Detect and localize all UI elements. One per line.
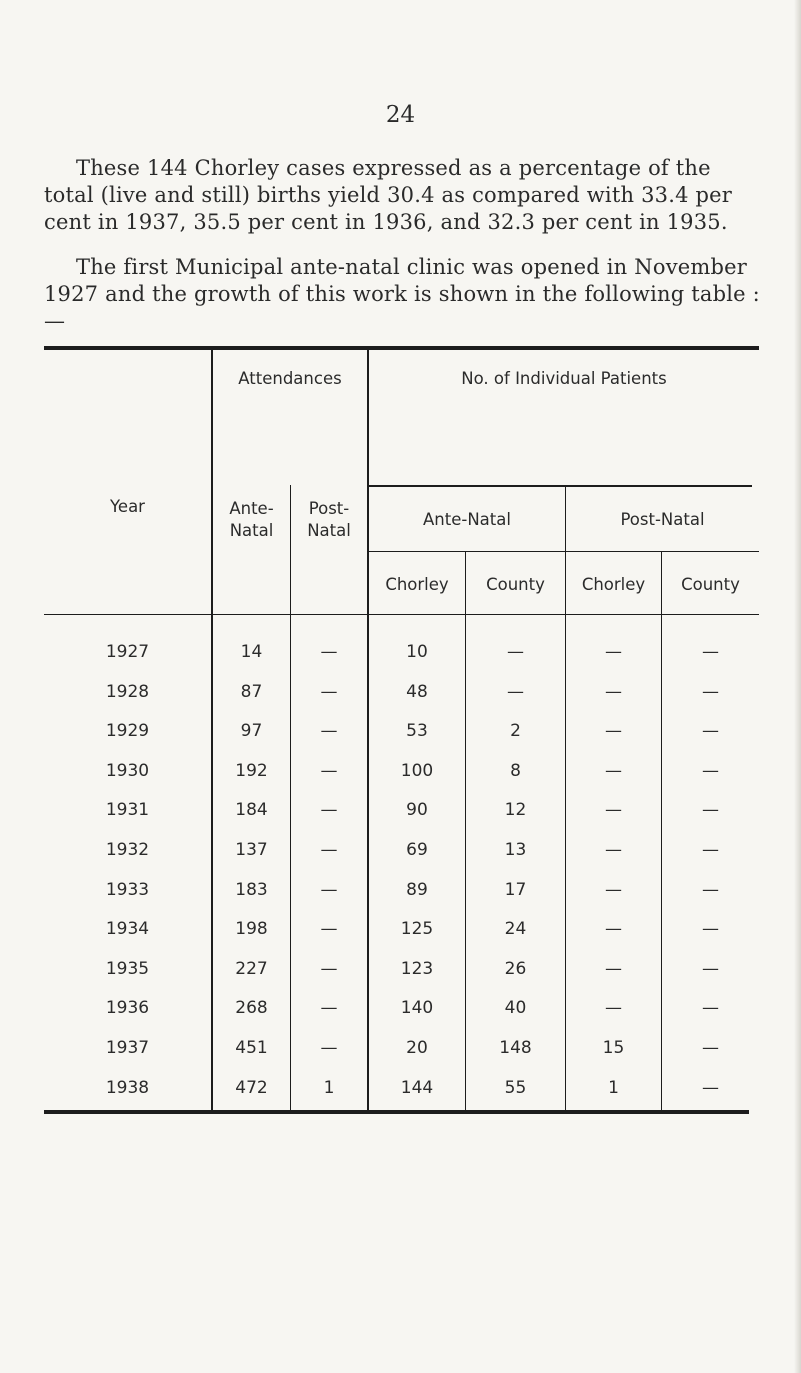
table-cell: — xyxy=(702,879,719,900)
table-cell: 14 xyxy=(240,642,263,662)
table-cell: — xyxy=(605,681,622,702)
header-sub-rule xyxy=(367,551,759,552)
table-cell: 53 xyxy=(406,721,428,742)
table-cell: 26 xyxy=(504,958,527,979)
header-ante-chorley: Chorley xyxy=(385,575,449,594)
table-cell: 1 xyxy=(323,1077,335,1098)
table-cell: — xyxy=(702,998,719,1019)
table-cell: — xyxy=(605,760,622,781)
header-post-chorley: Chorley xyxy=(581,575,646,594)
table-cell: 40 xyxy=(504,998,527,1019)
page-edge-shadow xyxy=(794,0,801,1373)
table-cell: — xyxy=(507,642,524,662)
paragraph-percentage: These 144 Chorley cases expressed as a percentage of the total (live and still) births yield 30.4 as compared with 33.4 per cent in 1937, 35.5 per cent in 1936, and 32.3 per cent in 1935. xyxy=(44,156,733,234)
header-ante-natal-attendances-label: Ante-Natal xyxy=(229,499,274,540)
table-cell: 15 xyxy=(602,1038,625,1058)
table-cell: — xyxy=(605,840,622,860)
row-year: 1935 xyxy=(105,958,150,979)
col-rule-post-county xyxy=(661,551,662,1111)
table-top-rule xyxy=(44,346,759,350)
table-cell: — xyxy=(320,642,338,662)
table-cell: 90 xyxy=(406,800,428,821)
table-cell: 2 xyxy=(510,721,521,742)
paragraph-clinic: The first Municipal ante-natal clinic was opened in November 1927 and the growth of this work is shown in the following table : — xyxy=(44,255,760,333)
row-year: 1927 xyxy=(105,642,150,662)
table-cell: — xyxy=(320,958,338,979)
header-ante-natal-patients: Ante-Natal xyxy=(423,510,511,529)
table-cell: — xyxy=(320,840,338,860)
table-cell: 89 xyxy=(406,879,428,900)
header-attendances: Attendances xyxy=(238,369,342,388)
header-ante-natal-attendances xyxy=(213,498,290,542)
table-cell: 184 xyxy=(235,800,268,821)
table-cell: — xyxy=(702,1038,719,1058)
table-cell: — xyxy=(507,681,524,702)
table-cell: 140 xyxy=(400,998,434,1019)
table-cell: 451 xyxy=(235,1038,268,1058)
page-number: 24 xyxy=(385,102,416,128)
table-cell: — xyxy=(702,958,719,979)
table-cell: 69 xyxy=(406,840,428,860)
table-cell: — xyxy=(702,721,719,742)
table-cell: 192 xyxy=(235,760,268,781)
table-cell: — xyxy=(702,840,719,860)
attendance-table xyxy=(44,346,759,1114)
table-cell: — xyxy=(605,721,622,742)
table-cell: 8 xyxy=(510,760,521,781)
table-cell: 198 xyxy=(235,919,268,940)
table-cell: 137 xyxy=(235,840,268,860)
table-cell: — xyxy=(702,919,719,940)
table-cell: — xyxy=(702,760,719,781)
table-cell: — xyxy=(702,800,719,821)
table-cell: 97 xyxy=(240,721,263,742)
table-cell: 268 xyxy=(235,998,268,1019)
table-cell: 13 xyxy=(504,840,527,860)
header-post-natal-attendances xyxy=(291,498,367,542)
table-cell: — xyxy=(702,1077,719,1098)
header-post-natal-patients: Post-Natal xyxy=(620,510,705,529)
row-year: 1928 xyxy=(105,681,150,702)
table-cell: 17 xyxy=(504,879,527,900)
table-cell: 20 xyxy=(406,1038,428,1058)
header-post-county: County xyxy=(681,575,740,594)
table-cell: — xyxy=(320,998,338,1019)
table-cell: — xyxy=(605,642,622,662)
row-year: 1933 xyxy=(105,879,150,900)
table-cell: — xyxy=(605,958,622,979)
header-individual-patients: No. of Individual Patients xyxy=(461,369,667,388)
header-post-natal-attendances-label: Post-Natal xyxy=(307,499,351,540)
table-cell: 10 xyxy=(406,642,428,662)
table-cell: 87 xyxy=(240,681,263,702)
table-cell: — xyxy=(320,681,338,702)
table-cell: 144 xyxy=(400,1077,434,1098)
table-cell: — xyxy=(320,800,338,821)
table-cell: — xyxy=(702,642,719,662)
table-cell: 123 xyxy=(400,958,434,979)
table-cell: 183 xyxy=(235,879,268,900)
row-year: 1931 xyxy=(105,800,150,821)
table-bottom-rule xyxy=(44,1110,749,1114)
row-year: 1930 xyxy=(105,760,150,781)
table-cell: — xyxy=(320,760,338,781)
table-cell: — xyxy=(605,879,622,900)
col-rule-ante-county xyxy=(465,551,466,1111)
header-bottom-rule xyxy=(44,614,759,615)
table-cell: 24 xyxy=(504,919,527,940)
header-mid-rule xyxy=(367,485,752,487)
header-ante-county: County xyxy=(486,575,545,594)
table-cell: — xyxy=(320,879,338,900)
table-cell: — xyxy=(320,1038,338,1058)
table-cell: 12 xyxy=(504,800,527,821)
table-cell: — xyxy=(320,721,338,742)
header-year: Year xyxy=(110,497,145,516)
row-year: 1929 xyxy=(105,721,150,742)
table-cell: 1 xyxy=(608,1077,619,1098)
table-cell: 227 xyxy=(235,958,268,979)
table-cell: — xyxy=(605,998,622,1019)
table-cell: 48 xyxy=(406,681,428,702)
row-year: 1932 xyxy=(105,840,150,860)
table-cell: 100 xyxy=(400,760,434,781)
row-year: 1937 xyxy=(105,1038,150,1058)
row-year: 1938 xyxy=(105,1077,150,1098)
row-year: 1934 xyxy=(105,919,150,940)
table-cell: — xyxy=(605,919,622,940)
table-cell: — xyxy=(702,681,719,702)
row-year: 1936 xyxy=(105,998,150,1019)
table-cell: 472 xyxy=(235,1077,268,1098)
table-cell: 125 xyxy=(400,919,434,940)
table-cell: 55 xyxy=(504,1077,527,1098)
table-cell: 148 xyxy=(499,1038,532,1058)
table-cell: — xyxy=(320,919,338,940)
table-cell: — xyxy=(605,800,622,821)
